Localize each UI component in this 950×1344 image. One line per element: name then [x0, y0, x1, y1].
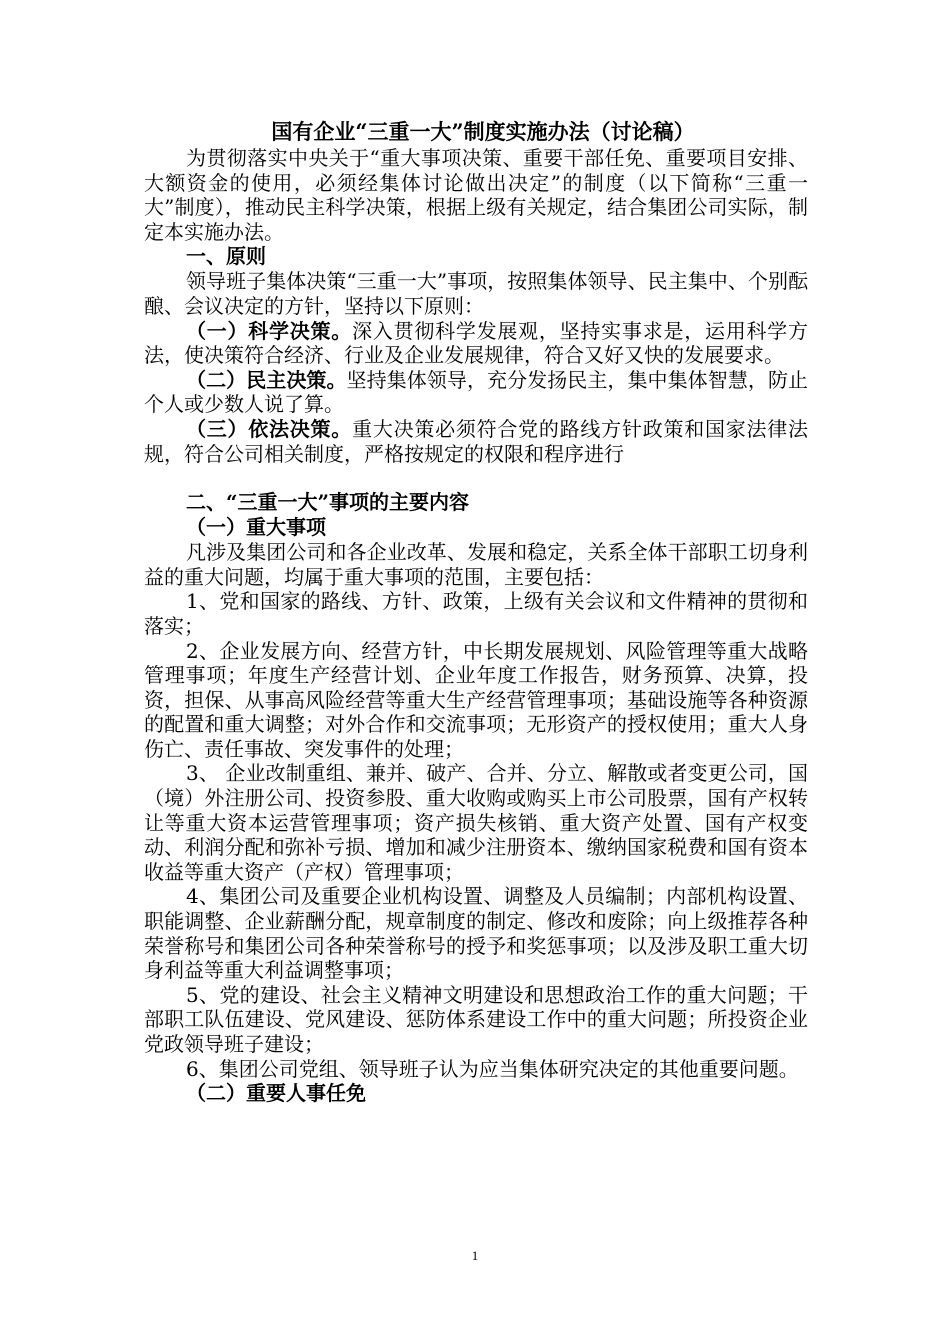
principle-item [144, 368, 808, 417]
principle-text: 重大决策必须符合党的路线方针政策和国家法律法规，符合公司相关制度，严格按规定的权限和程序进行 [144, 416, 809, 466]
principle-item [144, 319, 808, 368]
section-heading-contents: 二、“三重一大”事项的主要内容 [186, 490, 470, 515]
list-item: 5、党的建设、社会主义精神文明建设和思想政治工作的重大问题；干部职工队伍建设、党风建设、惩防体系建设工作中的重大问题；所投资企业党政领导班子建设； [144, 982, 808, 1056]
section-spacer [144, 466, 808, 490]
list-item: 3、 企业改制重组、兼并、破产、合并、分立、解散或者变更公司，国（境）外注册公司、投资参股、重大收购或购买上市公司股票，国有产权转让等重大资本运营管理事项；资产损失核销、重大资产处置、国有产权变动、利润分配和弥补亏损、增加和减少注册资本、缴纳国家税费和国有资本收益等重大资产（产权）管理事项； [144, 761, 808, 884]
principle-label: （一）科学决策。 [186, 318, 353, 343]
list-item: 6、集团公司党组、领导班子认为应当集体研究决定的其他重要问题。 [186, 1056, 799, 1081]
page-number: 1 [471, 1248, 479, 1263]
principles-lead: 领导班子集体决策“三重一大”事项，按照集体领导、民主集中、个别酝酿、会议决定的方针，坚持以下原则： [144, 269, 808, 318]
intro-paragraph: 为贯彻落实中央关于“重大事项决策、重要干部任免、重要项目安排、大额资金的使用，必须经集体讨论做出决定”的制度（以下简称“三重一大”制度），推动民主科学决策，根据上级有关规定，结合集团公司实际，制定本实施办法。 [144, 146, 808, 244]
list-item: 2、企业发展方向、经营方针，中长期发展规划、风险管理等重大战略管理事项；年度生产经营计划、企业年度工作报告，财务预算、决算，投资，担保、从事高风险经营等重大生产经营管理事项；基础设施等各种资源的配置和重大调整；对外合作和交流事项；无形资产的授权使用；重大人身伤亡、责任事故、突发事件的处理； [144, 638, 808, 761]
document-page [144, 118, 808, 1106]
subsection-heading-personnel: （二）重要人事任免 [186, 1081, 366, 1106]
section-heading-principles: 一、原则 [186, 244, 266, 269]
major-matters-lead: 凡涉及集团公司和各企业改革、发展和稳定，关系全体干部职工切身利益的重大问题，均属于重大事项的范围，主要包括： [144, 540, 808, 589]
principle-text: 深入贯彻科学发展观，坚持实事求是，运用科学方法，使决策符合经济、行业及企业发展规律，符合又好又快的发展要求。 [144, 318, 809, 368]
principle-item [144, 417, 808, 466]
list-item: 4、集团公司及重要企业机构设置、调整及人员编制；内部机构设置、职能调整、企业薪酬分配，规章制度的制定、修改和废除；向上级推荐各种荣誉称号和集团公司各种荣誉称号的授予和奖惩事项；以及涉及职工重大切身利益等重大利益调整事项； [144, 884, 808, 983]
subsection-heading-major-matters: （一）重大事项 [186, 515, 326, 540]
principle-label: （二）民主决策。 [186, 367, 347, 392]
document-title: 国有企业“三重一大”制度实施办法（讨论稿） [271, 119, 695, 144]
list-item: 1、党和国家的路线、方针、政策，上级有关会议和文件精神的贯彻和落实； [144, 589, 808, 638]
principle-text: 坚持集体领导，充分发扬民主，集中集体智慧，防止个人或少数人说了算。 [144, 367, 809, 417]
principle-label: （三）依法决策。 [186, 416, 353, 441]
